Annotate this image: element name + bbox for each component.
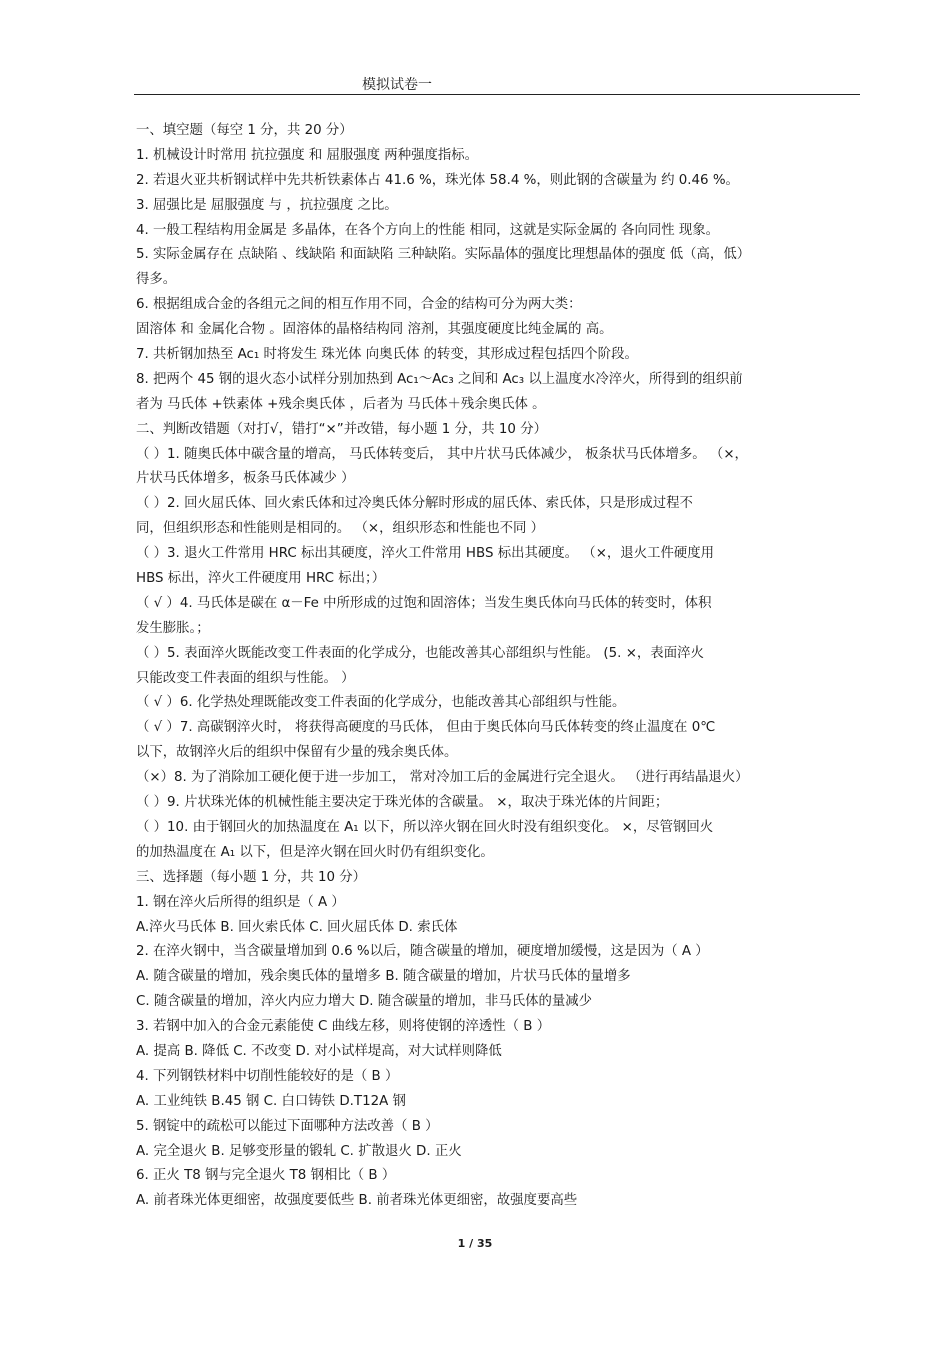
text-line: 5. 实际金属存在 点缺陷 、线缺陷 和面缺陷 三种缺陷。实际晶体的强度比理想晶体的强度 低（高，低） <box>136 247 751 263</box>
text-line: 得多。 <box>136 272 177 288</box>
text-line: （ ）5. 表面淬火既能改变工件表面的化学成分，也能改善其心部组织与性能。 (5. ×，表面淬火 <box>136 645 704 661</box>
text-line: 1. 钢在淬火后所得的组织是（ A ） <box>136 894 345 910</box>
header-divider <box>134 94 860 95</box>
text-line: 7. 共析钢加热至 Ac₁ 时将发生 珠光体 向奥氏体 的转变，其形成过程包括四个阶段。 <box>136 347 638 363</box>
text-line: C. 随含碳量的增加，淬火内应力增大 D. 随含碳量的增加，非马氏体的量减少 <box>136 994 593 1010</box>
text-line: （ ）1. 随奥氏体中碳含量的增高， 马氏体转变后， 其中片状马氏体减少， 板条状马氏体增多。 （×， <box>136 446 748 462</box>
header-title: 模拟试卷一 <box>362 77 432 93</box>
text-line: （ ）3. 退火工件常用 HRC 标出其硬度，淬火工件常用 HBS 标出其硬度。 （×，退火工件硬度用 <box>136 546 715 562</box>
text-line: （ ）9. 片状珠光体的机械性能主要决定于珠光体的含碳量。 ×，取决于珠光体的片间距； <box>136 795 669 811</box>
text-line: 3. 屈强比是 屈服强度 与 ，抗拉强度 之比。 <box>136 197 398 213</box>
section-heading-multiple-choice: 三、选择题（每小题 1 分，共 10 分） <box>136 869 367 885</box>
exam-content <box>136 119 856 1214</box>
text-line: HBS 标出，淬火工件硬度用 HRC 标出；） <box>136 571 386 587</box>
text-line: （ ）10. 由于钢回火的加热温度在 A₁ 以下，所以淬火钢在回火时没有组织变化。 ×，尽管钢回火 <box>136 819 714 835</box>
text-line: A. 随含碳量的增加，残余奥氏体的量增多 B. 随含碳量的增加，片状马氏体的量增多 <box>136 969 631 985</box>
section-heading-true-false: 二、判断改错题（对打√，错打“×”并改错，每小题 1 分，共 10 分） <box>136 421 547 437</box>
text-line: 8. 把两个 45 钢的退火态小试样分别加热到 Ac₁～Ac₃ 之间和 Ac₃ 以上温度水冷淬火，所得到的组织前 <box>136 371 743 387</box>
text-line: A. 提高 B. 降低 C. 不改变 D. 对小试样堤高，对大试样则降低 <box>136 1043 502 1059</box>
text-line: 6. 根据组成合金的各组元之间的相互作用不同，合金的结构可分为两大类： <box>136 297 582 313</box>
text-line: A. 前者珠光体更细密，故强度要低些 B. 前者珠光体更细密，故强度要高些 <box>136 1193 578 1209</box>
section-heading-fill-in: 一、填空题（每空 1 分，共 20 分） <box>136 123 353 138</box>
text-line: 2. 若退火亚共析钢试样中先共析铁素体占 41.6 %，珠光体 58.4 %，则此钢的含碳量为 约 0.46 %。 <box>136 172 739 188</box>
text-line: 同，但组织形态和性能则是相同的。 （×，组织形态和性能也不同 ） <box>136 521 545 537</box>
text-line: 3. 若钢中加入的合金元素能使 C 曲线左移，则将使钢的淬透性（ B ） <box>136 1019 551 1035</box>
text-line: A. 工业纯铁 B.45 钢 C. 白口铸铁 D.T12A 钢 <box>136 1093 406 1109</box>
text-line: （ √ ）4. 马氏体是碳在 α－Fe 中所形成的过饱和固溶体；当发生奥氏体向马氏体的转变时，体积 <box>136 595 712 611</box>
text-line: 发生膨胀。； <box>136 620 210 636</box>
text-line: 只能改变工件表面的组织与性能。 ） <box>136 670 355 686</box>
text-line: 4. 下列钢铁材料中切削性能较好的是（ B ） <box>136 1068 399 1084</box>
text-line: 以下，故钢淬火后的组织中保留有少量的残余奥氏体。 <box>136 745 458 761</box>
text-line: 者为 马氏体 +铁素体 +残余奥氏体 ，后者为 马氏体＋残余奥氏体 。 <box>136 396 546 412</box>
page-number: 1 / 35 <box>457 1237 493 1250</box>
text-line: 2. 在淬火钢中，当含碳量增加到 0.6 %以后，随含碳量的增加，硬度增加缓慢，这是因为（ A ） <box>136 944 709 960</box>
text-line: （ √ ）6. 化学热处理既能改变工件表面的化学成分，也能改善其心部组织与性能。 <box>136 695 626 711</box>
text-line: 固溶体 和 金属化合物 。固溶体的晶格结构同 溶剂，其强度硬度比纯金属的 高。 <box>136 322 613 338</box>
text-line: 6. 正火 T8 钢与完全退火 T8 钢相比（ B ） <box>136 1168 396 1184</box>
text-line: A. 完全退火 B. 足够变形量的锻轧 C. 扩散退火 D. 正火 <box>136 1143 462 1159</box>
text-line: （ √ ）7. 高碳钢淬火时， 将获得高硬度的马氏体， 但由于奥氏体向马氏体转变的终止温度在 0℃ <box>136 720 716 736</box>
text-line: A.淬火马氏体 B. 回火索氏体 C. 回火屈氏体 D. 索氏体 <box>136 919 458 935</box>
text-line: 1. 机械设计时常用 抗拉强度 和 屈服强度 两种强度指标。 <box>136 147 479 163</box>
text-line: （ ）2. 回火屈氏体、回火索氏体和过冷奥氏体分解时形成的屈氏体、索氏体，只是形成过程不 <box>136 496 693 512</box>
text-line: 5. 钢锭中的疏松可以能过下面哪种方法改善（ B ） <box>136 1118 439 1134</box>
text-line: 的加热温度在 A₁ 以下，但是淬火钢在回火时仍有组织变化。 <box>136 844 494 860</box>
text-line: （×）8. 为了消除加工硬化便于进一步加工， 常对冷加工后的金属进行完全退火。 （进行再结晶退火） <box>136 770 749 786</box>
text-line: 片状马氏体增多，板条马氏体减少 ） <box>136 471 355 487</box>
text-line: 4. 一般工程结构用金属是 多晶体，在各个方向上的性能 相同，这就是实际金属的 各向同性 现象。 <box>136 222 720 238</box>
